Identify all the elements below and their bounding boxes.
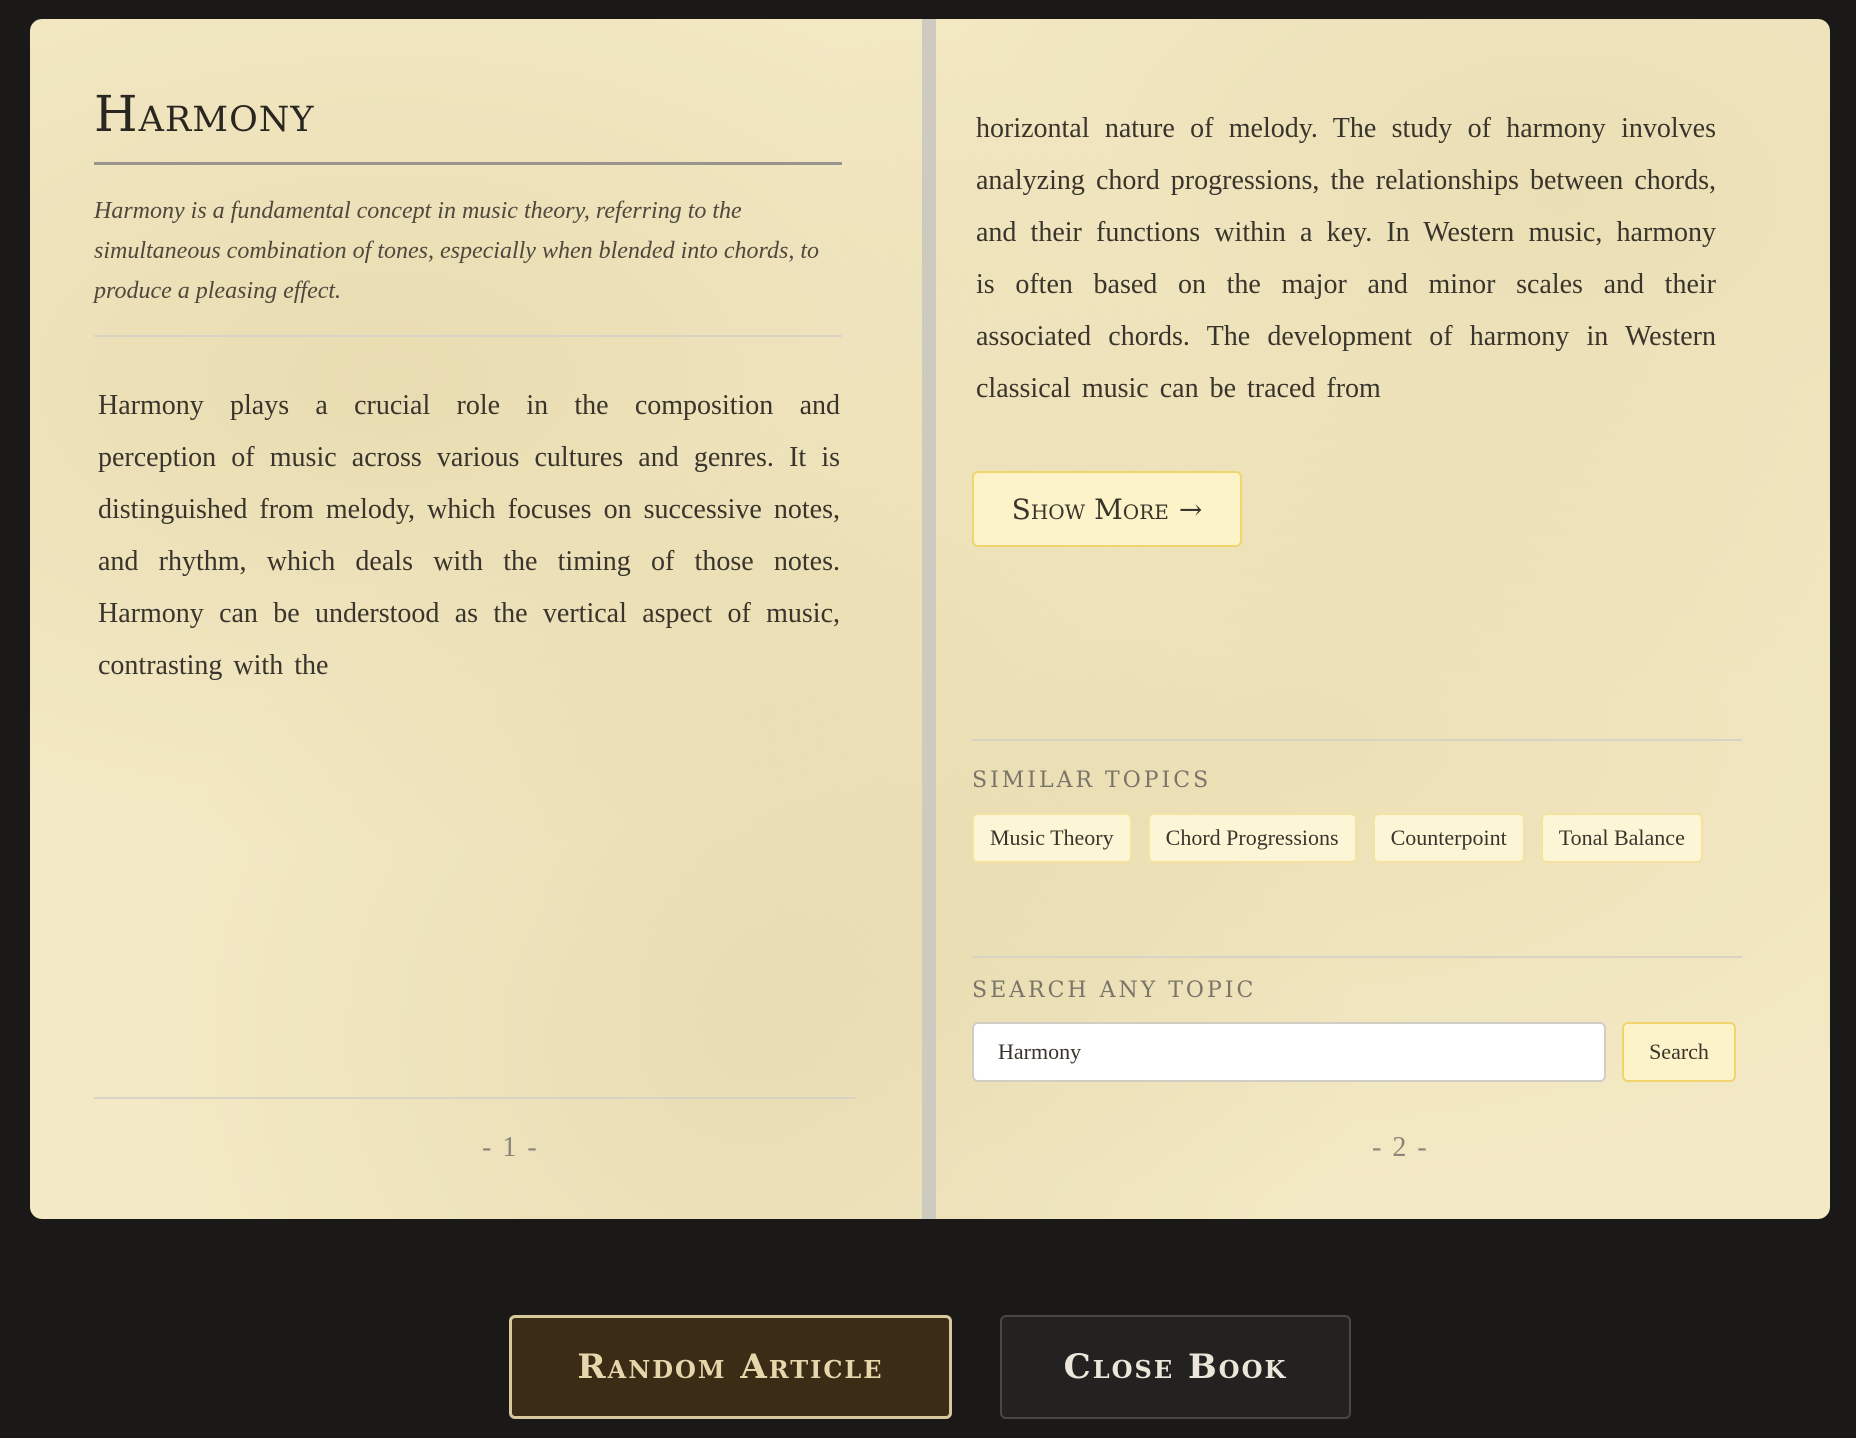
article-summary: Harmony is a fundamental concept in music theory, referring to the simultaneous combination of tones, especially when blended into chords, to produce a pleasing effect. <box>94 198 820 304</box>
search-row <box>972 1022 1742 1082</box>
page-number-right: - 2 - <box>1372 1132 1429 1163</box>
similar-topics-divider <box>972 739 1742 741</box>
search-button[interactable]: Search <box>1622 1022 1736 1082</box>
close-book-button[interactable]: Close Book <box>1000 1315 1351 1419</box>
similar-topics-label: SIMILAR TOPICS <box>972 768 1212 793</box>
show-more-label: Show More <box>1011 492 1169 526</box>
similar-topics-list <box>972 813 1742 863</box>
book-spine <box>922 19 936 1219</box>
summary-divider <box>94 335 842 337</box>
topic-tag[interactable]: Music Theory <box>972 813 1132 863</box>
topic-tag[interactable]: Tonal Balance <box>1541 813 1703 863</box>
search-label: SEARCH ANY TOPIC <box>972 978 1257 1003</box>
article-body-page-1: Harmony plays a crucial role in the composition and perception of music across various cultures and genres. It is distinguished from melody, which focuses on successive notes, and rhythm, which deals with the timing of those notes. Harmony can be understood as the vertical aspect of music, contrasting with the <box>98 390 840 681</box>
left-page <box>30 19 922 1219</box>
article-title: Harmony <box>94 85 315 143</box>
search-input[interactable] <box>972 1022 1606 1082</box>
page-footer-divider <box>94 1097 856 1099</box>
page-number-left: - 1 - <box>482 1132 539 1163</box>
topic-tag[interactable]: Counterpoint <box>1373 813 1525 863</box>
right-page <box>936 19 1830 1219</box>
title-divider <box>94 162 842 165</box>
arrow-right-icon: → <box>1178 492 1203 526</box>
topic-tag[interactable]: Chord Progressions <box>1148 813 1357 863</box>
random-article-button[interactable]: Random Article <box>509 1315 952 1419</box>
book <box>30 19 1830 1219</box>
article-body-page-2: horizontal nature of melody. The study of harmony involves analyzing chord progressions, the relationships between chords, and their functions within a key. In Western music, harmony is often based on the major and minor scales and their associated chords. The development of harmony in Western classical music can be traced from <box>976 113 1716 404</box>
search-divider <box>972 956 1742 958</box>
action-bar <box>0 1315 1856 1419</box>
show-more-button[interactable] <box>972 471 1242 547</box>
